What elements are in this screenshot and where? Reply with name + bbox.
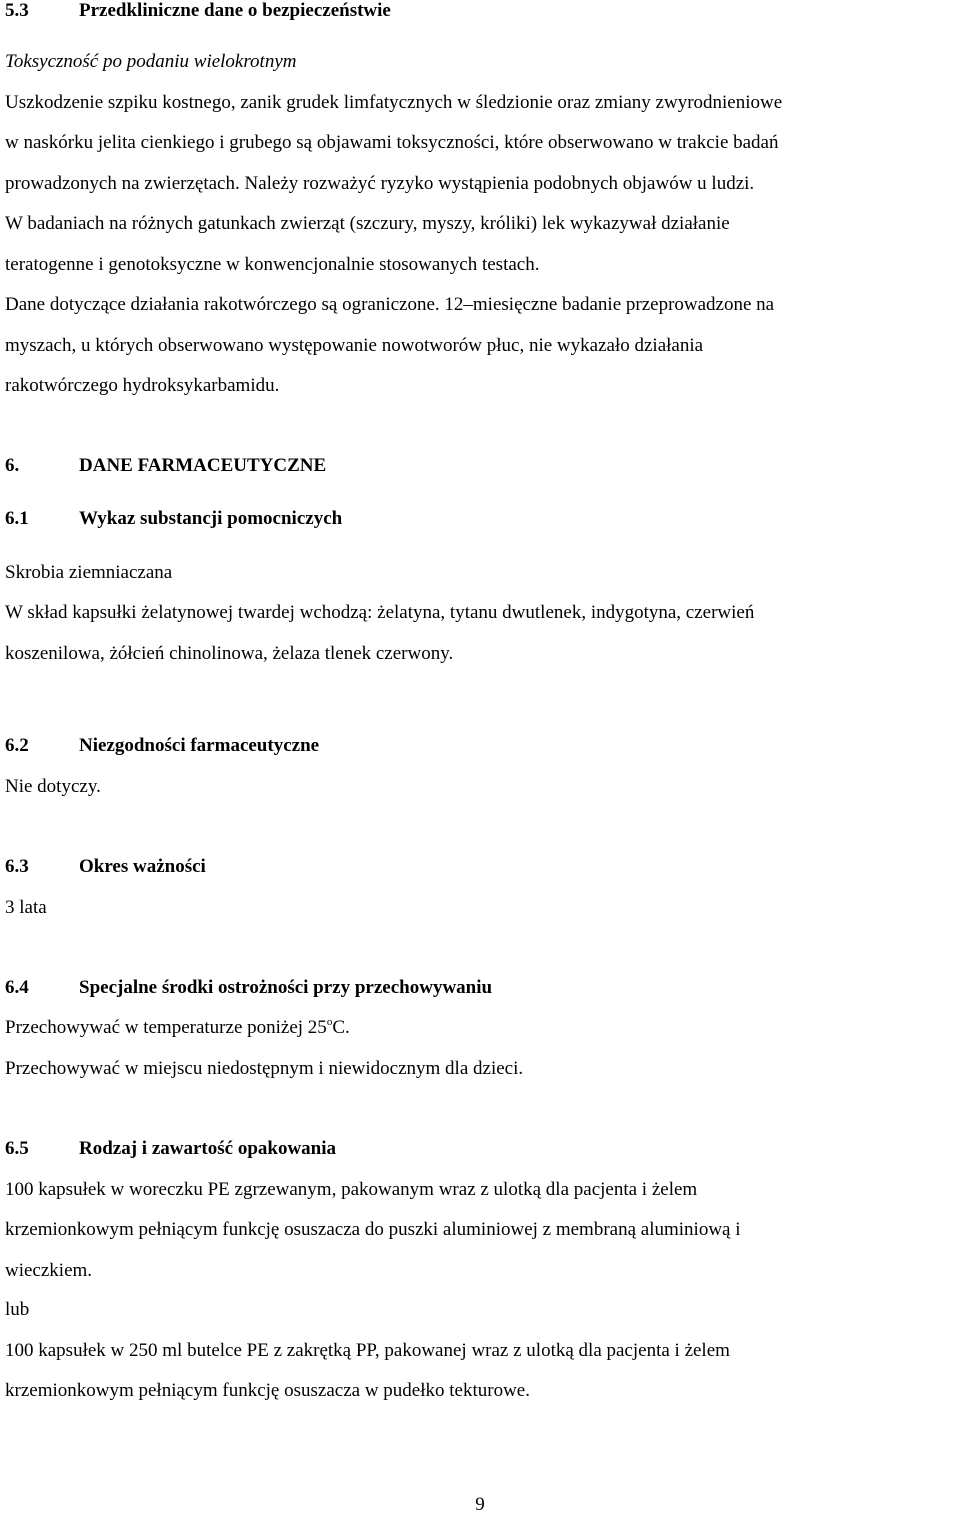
paragraph-line: prowadzonych na zwierzętach. Należy rozważyć ryzyko wystąpienia podobnych objawów u ludzi.: [5, 173, 755, 194]
storage-temperature-unit: C.: [332, 1017, 350, 1038]
section-number: 6.4: [5, 977, 29, 998]
paragraph-line: W skład kapsułki żelatynowej twardej wchodzą: żelatyna, tytanu dwutlenek, indygotyna, czerwień: [5, 602, 755, 623]
paragraph-line: 100 kapsułek w 250 ml butelce PE z zakrętką PP, pakowanej wraz z ulotką dla pacjenta i żelem: [5, 1340, 730, 1361]
paragraph-line: Uszkodzenie szpiku kostnego, zanik grudek limfatycznych w śledzionie oraz zmiany zwyrodnieniowe: [5, 92, 783, 113]
section-number: 5.3: [5, 0, 29, 21]
section-title: Wykaz substancji pomocniczych: [79, 508, 343, 529]
or-line: lub: [5, 1299, 30, 1320]
paragraph-line: koszenilowa, żółcień chinolinowa, żelaza tlenek czerwony.: [5, 643, 454, 664]
paragraph-line: W badaniach na różnych gatunkach zwierząt (szczury, myszy, króliki) lek wykazywał działanie: [5, 213, 730, 234]
section-title: Specjalne środki ostrożności przy przechowywaniu: [79, 977, 493, 998]
paragraph-line: w naskórku jelita cienkiego i grubego są objawami toksyczności, które obserwowano w trakcie badań: [5, 132, 779, 153]
section-5-3-subtitle: Toksyczność po podaniu wielokrotnym: [5, 51, 297, 72]
section-title: Przedkliniczne dane o bezpieczeństwie: [79, 0, 391, 21]
section-title: DANE FARMACEUTYCZNE: [79, 455, 327, 476]
paragraph-line: rakotwórczego hydroksykarbamidu.: [5, 375, 280, 396]
section-6-1-heading: [5, 508, 342, 530]
section-6-3-text: 3 lata: [5, 897, 47, 918]
paragraph-line: krzemionkowym pełniącym funkcję osuszacza do puszki aluminiowej z membraną aluminiową i: [5, 1219, 741, 1240]
section-6-2-text: Nie dotyczy.: [5, 776, 101, 797]
section-6-2-heading: [5, 735, 319, 757]
section-title: Rodzaj i zawartość opakowania: [79, 1138, 337, 1159]
section-6-4-heading: [5, 977, 492, 999]
section-5-3-heading: [5, 0, 391, 22]
section-number: 6.2: [5, 735, 29, 756]
section-title: Niezgodności farmaceutyczne: [79, 735, 320, 756]
storage-temperature-text: Przechowywać w temperaturze poniżej 25: [5, 1017, 327, 1038]
storage-temperature-line: [5, 1017, 350, 1039]
section-number: 6.5: [5, 1138, 29, 1159]
section-6-heading: [5, 455, 326, 477]
section-6-3-heading: [5, 856, 206, 878]
paragraph-line: wieczkiem.: [5, 1260, 93, 1281]
paragraph-line: Dane dotyczące działania rakotwórczego są ograniczone. 12–miesięczne badanie przeprowadzone na: [5, 294, 775, 315]
section-number: 6.: [5, 455, 20, 476]
section-number: 6.3: [5, 856, 29, 877]
section-title: Okres ważności: [79, 856, 206, 877]
degree-sign: o: [326, 1016, 333, 1028]
paragraph-line: 100 kapsułek w woreczku PE zgrzewanym, pakowanym wraz z ulotką dla pacjenta i żelem: [5, 1179, 698, 1200]
paragraph-line: myszach, u których obserwowano występowanie nowotworów płuc, nie wykazało działania: [5, 335, 704, 356]
page-number: 9: [475, 1494, 485, 1515]
excipient-line: Skrobia ziemniaczana: [5, 562, 173, 583]
section-6-5-heading: [5, 1138, 336, 1160]
paragraph-line: teratogenne i genotoksyczne w konwencjonalnie stosowanych testach.: [5, 254, 540, 275]
section-number: 6.1: [5, 508, 29, 529]
paragraph-line: krzemionkowym pełniącym funkcję osuszacza w pudełko tekturowe.: [5, 1380, 530, 1401]
storage-children-line: Przechowywać w miejscu niedostępnym i niewidocznym dla dzieci.: [5, 1058, 524, 1079]
